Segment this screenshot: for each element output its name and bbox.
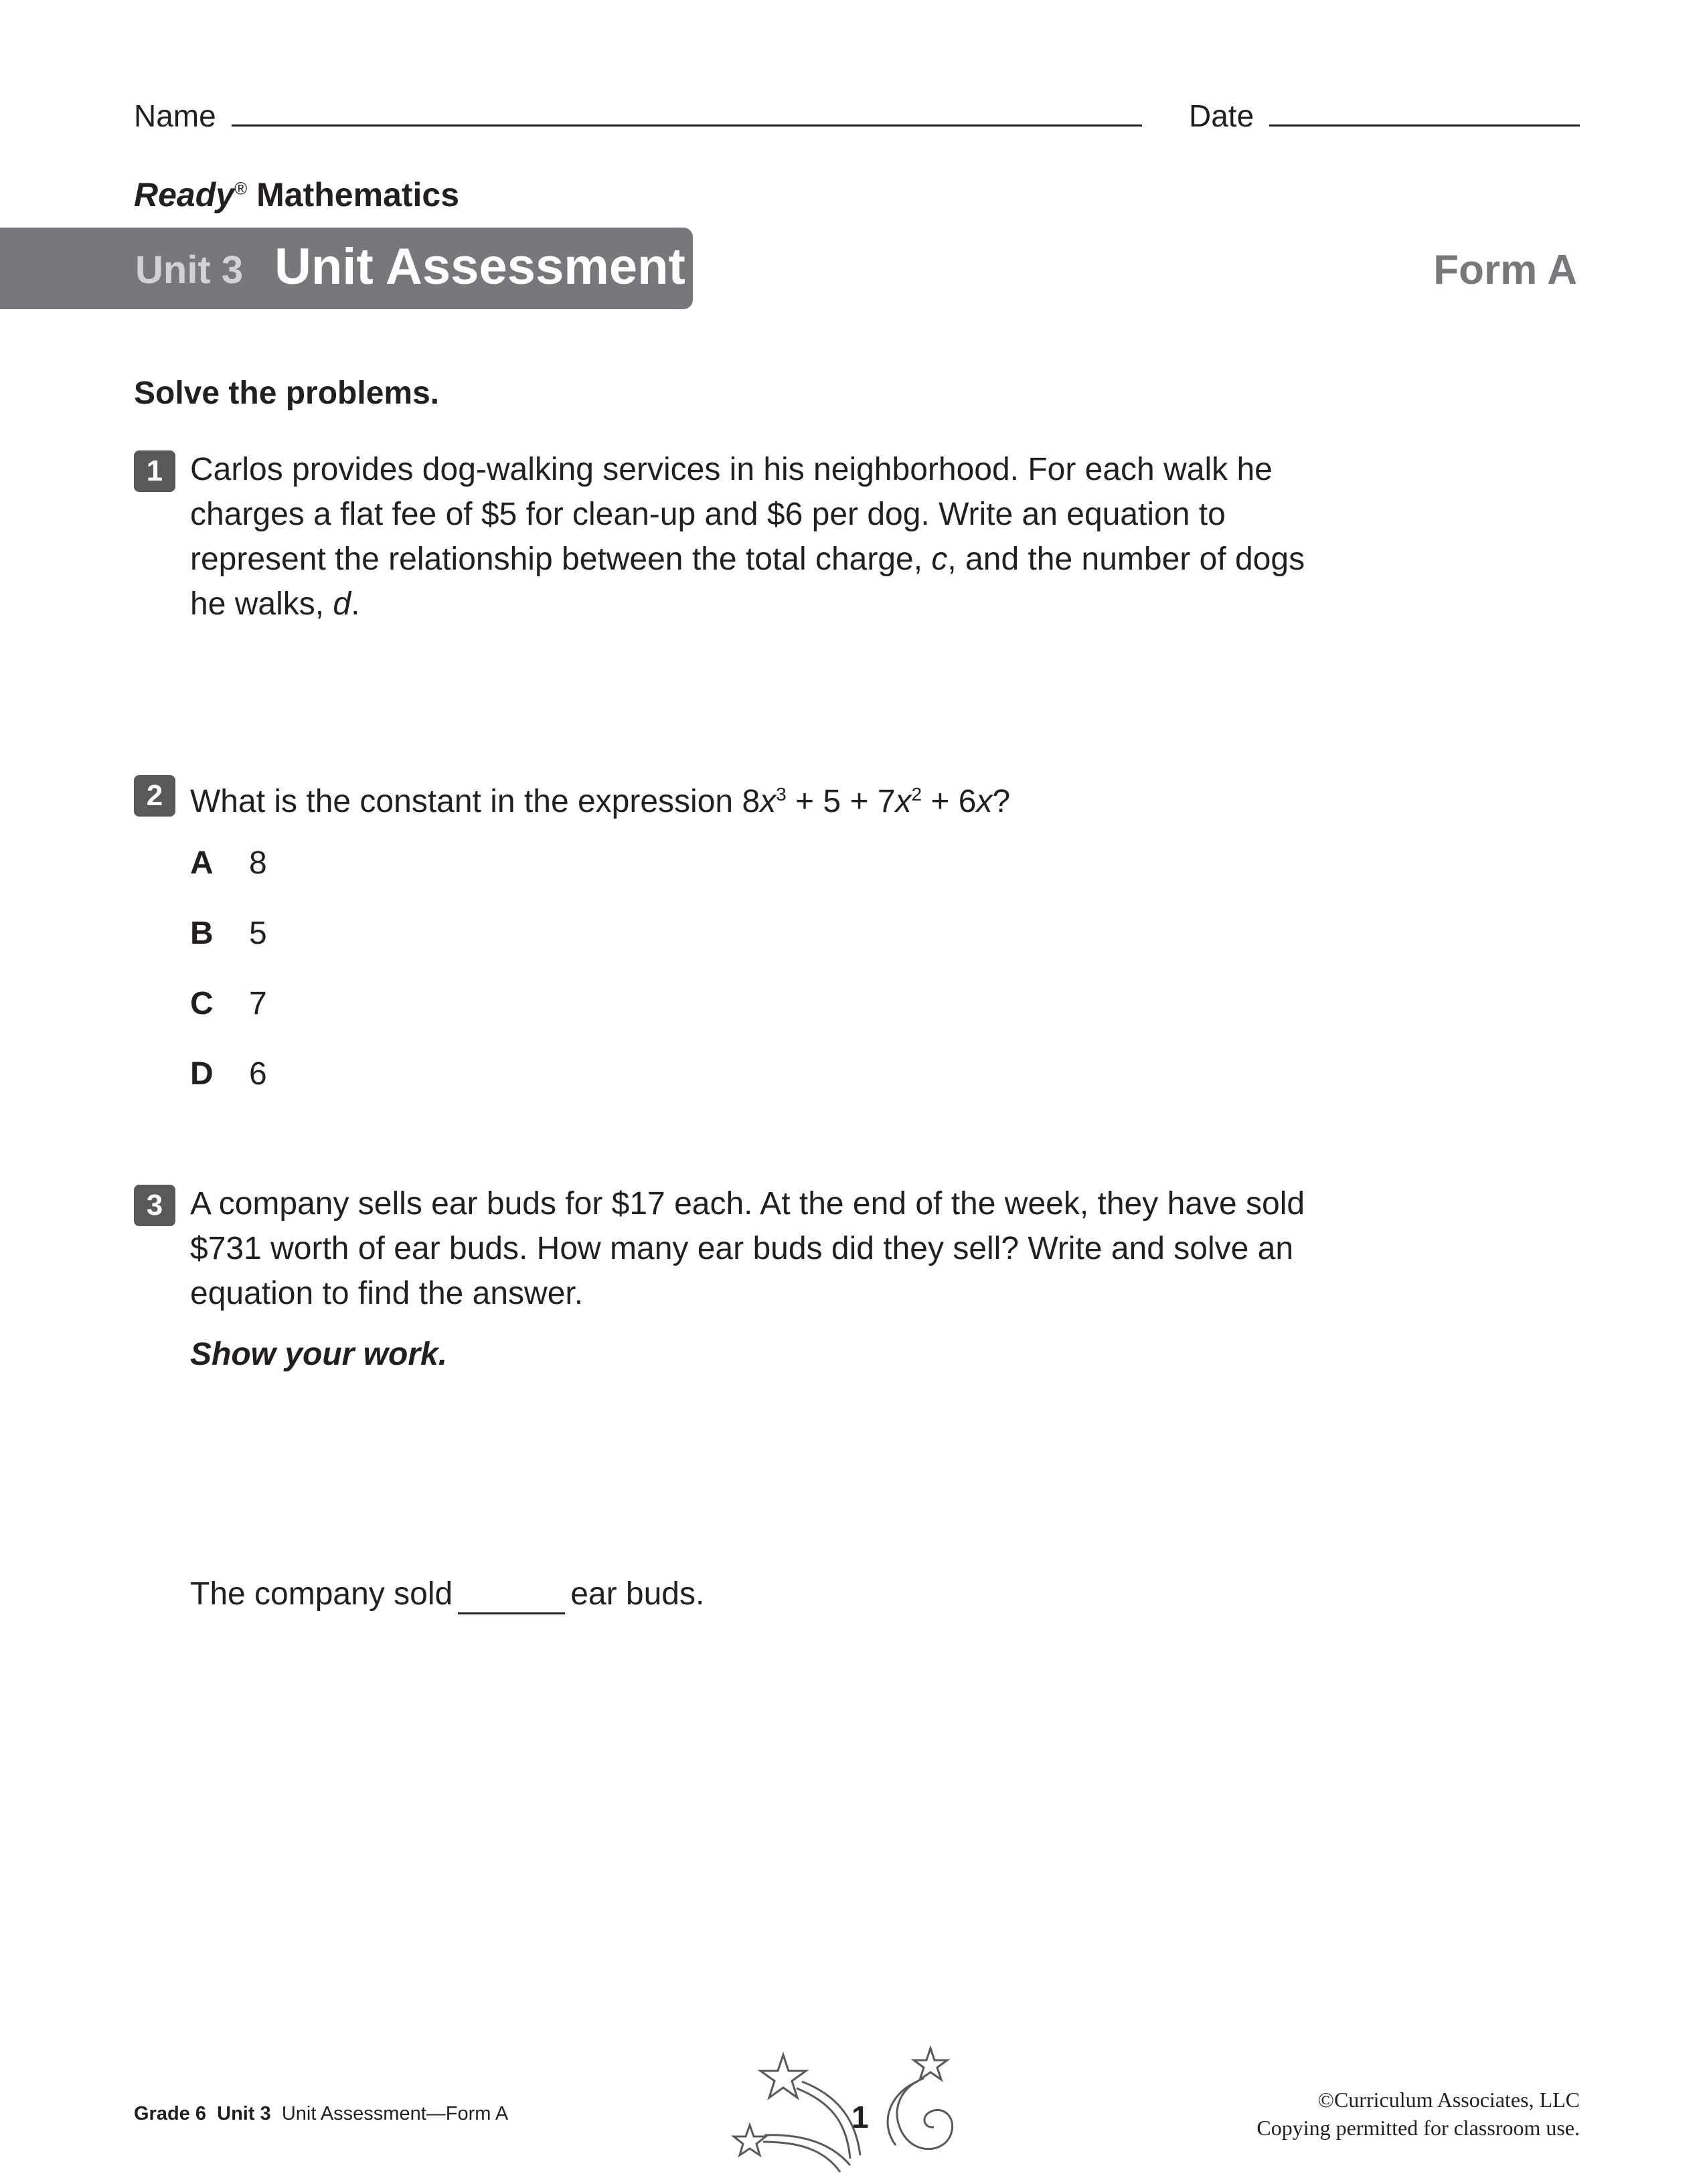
choice-a[interactable] [190, 845, 267, 881]
choice-b-value: 5 [249, 916, 267, 951]
q1-line-4: he walks, d. [190, 586, 360, 622]
registered-mark: ® [234, 178, 248, 199]
answer-suffix: ear buds. [570, 1576, 705, 1612]
choice-b-letter: B [190, 916, 214, 951]
question-2-stem: What is the constant in the expression $8x^3 + 5 + 7x^2 + 6x$? [190, 784, 1011, 819]
series-brand: Ready [134, 176, 235, 214]
q1-line-1: Carlos provides dog-walking services in his neighborhood. For each walk he [190, 452, 1273, 487]
answer-sentence [190, 1576, 704, 1614]
choice-c-value: 7 [249, 986, 267, 1021]
question-2-number: 2 [134, 775, 175, 817]
footer-unit: Unit 3 [217, 2103, 271, 2124]
choice-a-letter: A [190, 845, 214, 881]
choice-d[interactable] [190, 1056, 267, 1092]
series-title [134, 175, 459, 214]
choice-d-value: 6 [249, 1056, 267, 1092]
answer-prefix: The company sold [190, 1576, 453, 1612]
question-3-number: 3 [134, 1185, 175, 1226]
copyright: ©Curriculum Associates, LLC [1317, 2088, 1580, 2112]
q1-line-2: charges a flat fee of $5 for clean-up and $6 per dog. Write an equation to [190, 497, 1226, 532]
question-3-text [190, 1181, 1382, 1316]
name-label: Name [134, 98, 216, 133]
date-field[interactable] [1189, 95, 1580, 134]
footer-info [134, 2103, 508, 2125]
footer-grade: Grade 6 [134, 2103, 206, 2124]
copy-note: Copying permitted for classroom use. [1256, 2116, 1580, 2140]
series-subject: Mathematics [256, 176, 460, 214]
choice-c-letter: C [190, 986, 214, 1021]
form-label: Form A [1433, 247, 1577, 293]
instructions: Solve the problems. [134, 375, 440, 411]
unit-number: Unit 3 [135, 248, 244, 292]
q1-line-3: represent the relationship between the total charge, c, and the number of dogs [190, 541, 1305, 577]
date-label: Date [1189, 98, 1254, 133]
question-1-text [190, 447, 1382, 626]
footer-doc: Unit Assessment—Form A [281, 2103, 509, 2124]
q3-line-2: $731 worth of ear buds. How many ear buds did they sell? Write and solve an [190, 1231, 1294, 1266]
name-line[interactable] [232, 95, 1142, 127]
copyright-block [1256, 2086, 1580, 2142]
answer-blank[interactable] [458, 1576, 565, 1614]
show-your-work: Show your work. [190, 1337, 448, 1372]
choice-c[interactable] [190, 985, 267, 1022]
choice-d-letter: D [190, 1056, 214, 1092]
star-swirl-icon [723, 2041, 971, 2182]
name-field[interactable] [134, 95, 1142, 134]
page-number: 1 [851, 2100, 869, 2134]
choice-b[interactable] [190, 915, 267, 952]
date-line[interactable] [1269, 95, 1580, 127]
unit-title: Unit Assessment [274, 238, 685, 295]
choice-a-value: 8 [249, 845, 267, 881]
q3-line-3: equation to find the answer. [190, 1276, 584, 1311]
q3-line-1: A company sells ear buds for $17 each. At the end of the week, they have sold [190, 1186, 1305, 1222]
question-1-number: 1 [134, 450, 175, 492]
